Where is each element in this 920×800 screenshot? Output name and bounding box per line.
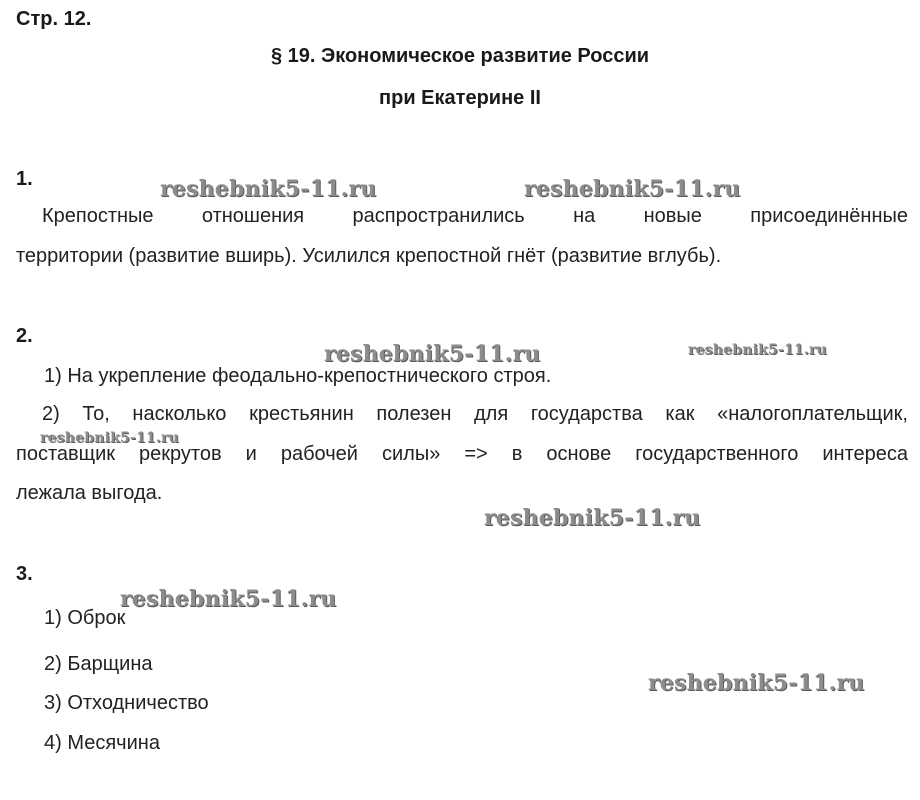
answer-2-item-2-line-1: 2) То, насколько крестьянин полезен для государства как «налогоплательщик, <box>42 403 908 425</box>
answer-2-item-1: 1) На укрепление феодально-крепостнического строя. <box>44 365 552 387</box>
watermark: reshebnik5-11.ru <box>484 505 701 531</box>
watermark: reshebnik5-11.ru <box>324 341 541 367</box>
page-number: Стр. 12. <box>16 8 92 30</box>
question-1-number: 1. <box>16 168 33 190</box>
answer-3-item: 4) Месячина <box>44 732 160 754</box>
answer-3-item: 1) Оброк <box>44 607 126 629</box>
answer-3-item: 3) Отходничество <box>44 692 209 714</box>
watermark: reshebnik5-11.ru <box>120 586 337 612</box>
answer-1-line-2: территории (развитие вширь). Усилился крепостной гнёт (развитие вглубь). <box>16 245 722 267</box>
watermark: reshebnik5-11.ru <box>40 430 179 446</box>
answer-2-item-2-line-3: лежала выгода. <box>16 482 163 504</box>
watermark: reshebnik5-11.ru <box>688 342 827 358</box>
answer-2-item-2-line-2: поставщик рекрутов и рабочей силы» => в основе государственного интереса <box>16 443 908 465</box>
watermark: reshebnik5-11.ru <box>160 176 377 202</box>
watermark: reshebnik5-11.ru <box>524 176 741 202</box>
section-subtitle: при Екатерине II <box>379 87 541 109</box>
answer-1-line-1: Крепостные отношения распространились на новые присоединённые <box>42 205 908 227</box>
watermark: reshebnik5-11.ru <box>648 670 865 696</box>
question-3-number: 3. <box>16 563 33 585</box>
answer-3-item: 2) Барщина <box>44 653 153 675</box>
section-title: § 19. Экономическое развитие России <box>270 45 650 67</box>
question-2-number: 2. <box>16 325 33 347</box>
